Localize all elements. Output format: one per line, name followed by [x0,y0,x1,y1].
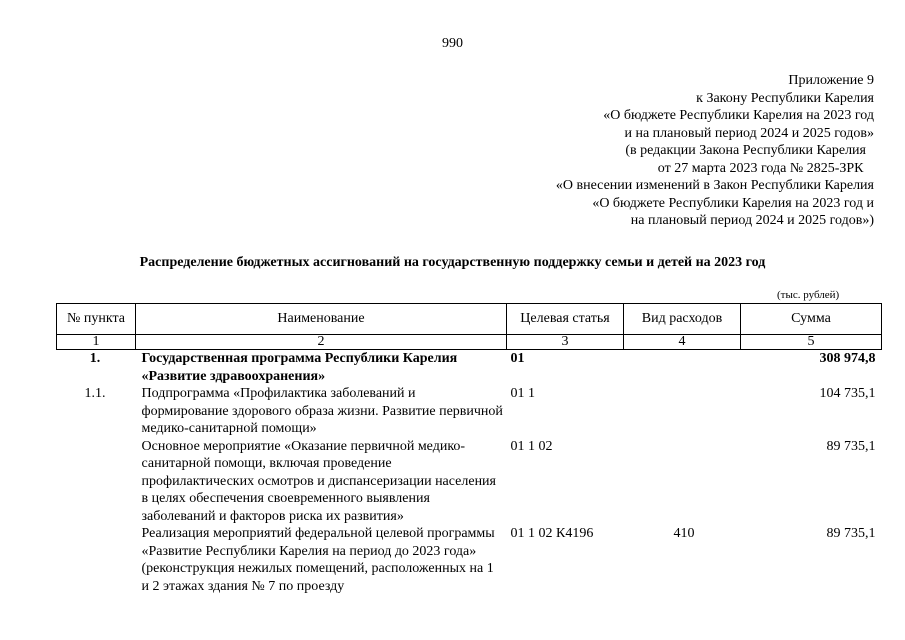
header-target-article: Целевая статья [507,304,624,335]
appendix-line: «О бюджете Республики Карелия на 2023 год и [592,195,874,211]
header-amount: Сумма [741,304,882,335]
appendix-header [354,72,874,230]
column-number: 1 [57,335,136,350]
row-target-article: 01 1 02 [510,438,553,454]
header-name: Наименование [136,304,507,335]
row-number [57,525,136,595]
row-target-article: 01 [510,351,525,366]
row-number: 1.1. [84,386,106,401]
header-item-number: № пункта [57,304,136,335]
appendix-line: на плановый период 2024 и 2025 годов») [630,213,874,228]
row-name: Государственная программа Республики Карелия «Развитие здравоохранения» [141,351,458,384]
row-name: Реализация мероприятий федеральной целевой программы «Развитие Республики Карелия на период до 2023 года» (реконструкция нежилых помещений, расположенных на 1 и 2 этажах здания № 7 по проезду [141,526,495,594]
appendix-line: (в редакции Закона Республики Карелия [625,143,866,158]
row-expense-type: 410 [673,526,695,541]
row-amount: 104 735,1 [819,386,876,401]
appendix-line: к Закону Республики Карелия [696,90,874,106]
table-header-row [57,304,882,335]
row-amount: 308 974,8 [819,351,876,366]
row-name: Основное мероприятие «Оказание первичной медико-санитарной помощи, включая проведение профилактических осмотров и диспансеризации населения в целях обеспечения своевременного выявления заболеваний и факторов риска их развития» [141,438,496,524]
budget-table [56,303,882,595]
header-expense-type: Вид расходов [624,304,741,335]
row-expense-type [624,385,741,438]
column-number: 5 [741,335,882,350]
row-target-article: 01 1 02 К4196 [510,526,594,541]
column-number: 3 [507,335,624,350]
appendix-line: Приложение 9 [788,73,874,88]
table-column-number-row [57,335,882,350]
row-number: 1. [89,351,101,366]
row-amount: 89 735,1 [826,526,876,541]
table-row [57,438,882,526]
column-number: 2 [136,335,507,350]
table-row [57,385,882,438]
row-number [57,438,136,526]
units-label: (тыс. рублей) [777,289,840,301]
row-expense-type [624,350,741,386]
document-title: Распределение бюджетных ассигнований на государственную поддержку семьи и детей на 2023 год [139,255,766,270]
row-name: Подпрограмма «Профилактика заболеваний и формирование здорового образа жизни. Развитие первичной медико-санитарной помощи» [141,386,503,436]
row-amount: 89 735,1 [826,438,876,454]
page-number: 990 [442,36,463,51]
appendix-line: «О внесении изменений в Закон Республики Карелия [555,178,874,193]
column-number: 4 [624,335,741,350]
table-row [57,525,882,595]
appendix-line: «О бюджете Республики Карелия на 2023 год [603,108,874,123]
appendix-line: от 27 марта 2023 года № 2825-ЗРК [657,160,874,176]
row-expense-type [624,438,741,526]
table-row [57,350,882,386]
appendix-line: и на плановый период 2024 и 2025 годов» [624,125,874,141]
row-target-article: 01 1 [510,386,535,401]
